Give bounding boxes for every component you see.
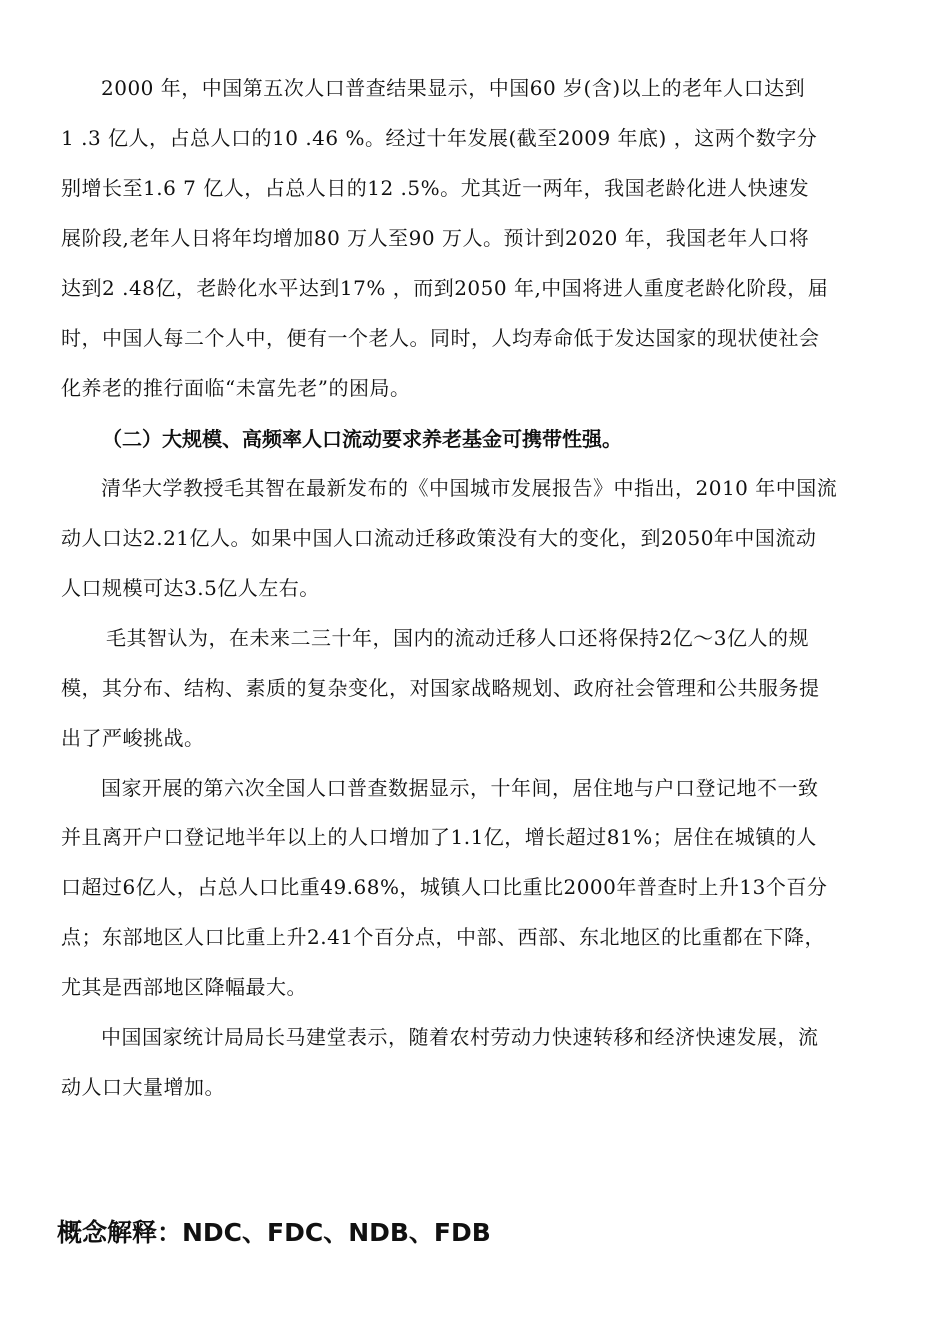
paragraph-2-line-3: 人口规模可达3.5亿人左右。 bbox=[61, 576, 320, 600]
paragraph-4-line-3: 口超过6亿人，占总人口比重49.68%，城镇人口比重比2000年普查时上升13个百分 bbox=[61, 875, 828, 899]
paragraph-1-line-7: 化养老的推行面临“未富先老”的困局。 bbox=[61, 376, 411, 400]
paragraph-1-line-6: 时，中国人每二个人中，便有一个老人。同时，人均寿命低于发达国家的现状使社会 bbox=[61, 326, 820, 350]
paragraph-1-line-4: 展阶段,老年人日将年均增加80 万人至90 万人。预计到2020 年，我国老年人口将 bbox=[61, 226, 810, 250]
paragraph-4-line-5: 尤其是西部地区降幅最大。 bbox=[61, 975, 307, 999]
paragraph-1-line-5: 达到2 .48亿，老龄化水平达到17% ，而到2050 年,中国将进人重度老龄化阶段，届 bbox=[61, 276, 829, 300]
paragraph-2-line-2: 动人口达2.21亿人。如果中国人口流动迁移政策没有大的变化，到2050年中国流动 bbox=[61, 526, 817, 550]
paragraph-1-line-3: 别增长至1.6 7 亿人，占总人日的12 .5%。尤其近一两年，我国老龄化进人快速发 bbox=[61, 176, 810, 200]
paragraph-5-line-1: 中国国家统计局局长马建堂表示，随着农村劳动力快速转移和经济快速发展，流 bbox=[101, 1025, 819, 1049]
paragraph-5-line-2: 动人口大量增加。 bbox=[61, 1075, 225, 1099]
paragraph-1-line-1: 2000 年，中国第五次人口普查结果显示，中国60 岁(含)以上的老年人口达到 bbox=[101, 76, 806, 100]
paragraph-3-line-3: 出了严峻挑战。 bbox=[61, 726, 205, 750]
paragraph-3-line-1: 毛其智认为，在未来二三十年，国内的流动迁移人口还将保持2亿～3亿人的规 bbox=[106, 626, 809, 650]
paragraph-4-line-4: 点；东部地区人口比重上升2.41个百分点，中部、西部、东北地区的比重都在下降， bbox=[61, 925, 826, 949]
section-heading: （二）大规模、高频率人口流动要求养老基金可携带性强。 bbox=[102, 427, 622, 451]
concept-heading: 概念解释：NDC、FDC、NDB、FDB bbox=[57, 1218, 491, 1247]
paragraph-1-line-2: 1 .3 亿人，占总人口的10 .46 %。经过十年发展(截至2009 年底) ，这两个数字分 bbox=[61, 126, 818, 150]
paragraph-4-line-1: 国家开展的第六次全国人口普查数据显示，十年间，居住地与户口登记地不一致 bbox=[101, 776, 819, 800]
paragraph-2-line-1: 清华大学教授毛其智在最新发布的《中国城市发展报告》中指出，2010 年中国流 bbox=[101, 476, 838, 500]
paragraph-4-line-2: 并且离开户口登记地半年以上的人口增加了1.1亿，增长超过81%；居住在城镇的人 bbox=[61, 825, 817, 849]
paragraph-3-line-2: 模，其分布、结构、素质的复杂变化，对国家战略规划、政府社会管理和公共服务提 bbox=[61, 676, 820, 700]
